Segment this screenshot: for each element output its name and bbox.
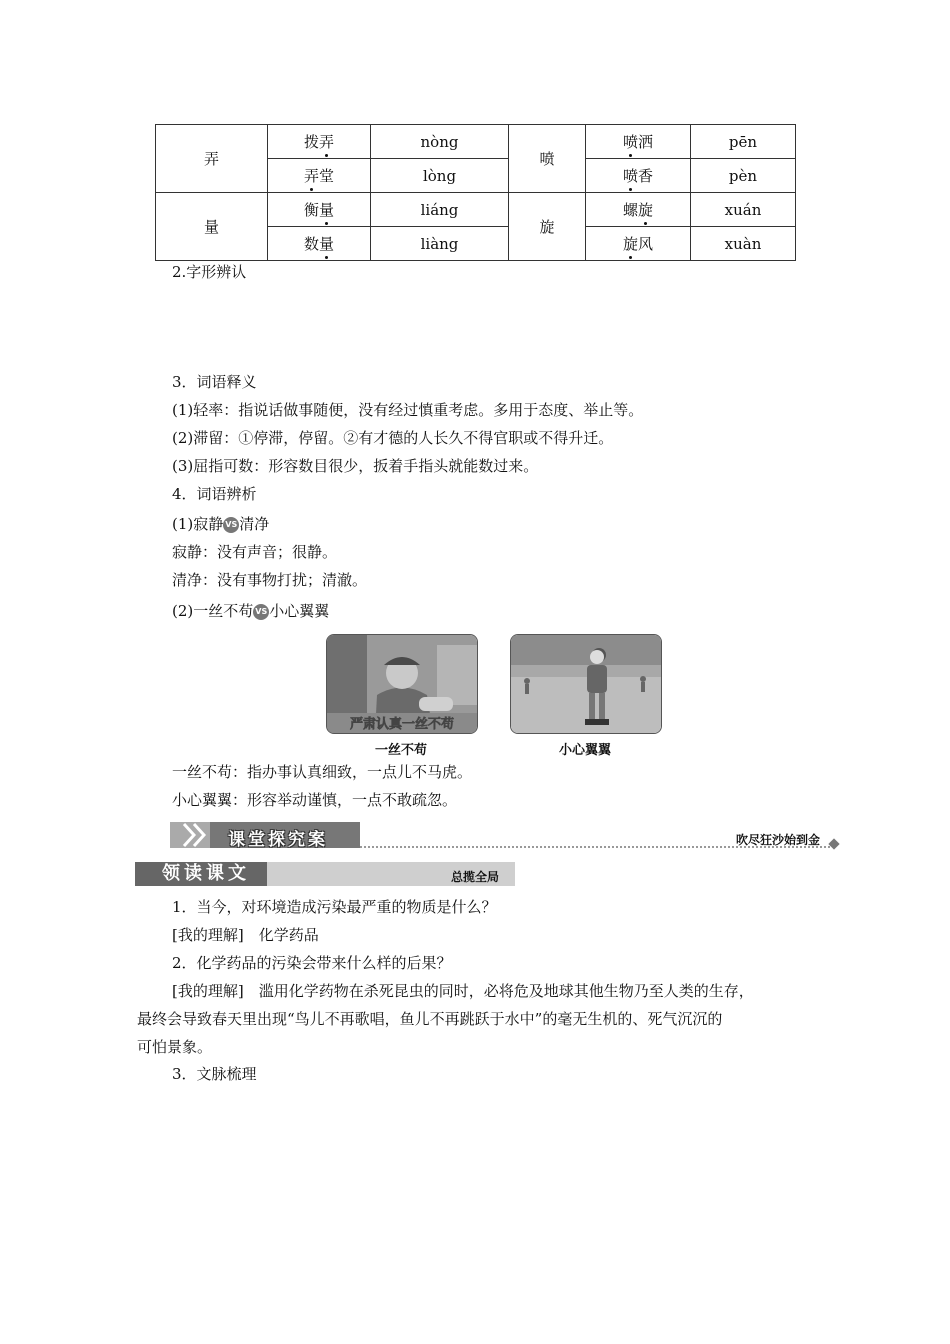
- word-definition: 寂静：没有声音；很静。: [172, 543, 338, 561]
- table-pinyin-cell: pèn: [691, 159, 796, 193]
- table-pinyin-cell: nòng: [371, 125, 509, 159]
- photo-caption: 一丝不苟: [374, 743, 427, 758]
- dotted-character: 旋: [638, 201, 654, 219]
- table-word-cell: [586, 193, 691, 227]
- character: 衡: [303, 201, 319, 219]
- answer: [我的理解] 化学药品: [172, 926, 319, 944]
- dotted-character: 喷: [622, 133, 638, 151]
- table-character-cell: 弄: [156, 125, 268, 193]
- character: 洒: [638, 133, 654, 151]
- character: 香: [638, 167, 654, 185]
- character: 数: [303, 235, 319, 253]
- section-2-title: 2.字形辨认: [172, 263, 247, 281]
- table-word-cell: [586, 227, 691, 261]
- vs-icon: VS: [223, 517, 239, 533]
- answer-line: 可怕景象。: [137, 1038, 213, 1056]
- word-pair-1-right: 清净: [239, 515, 270, 533]
- table-character-cell: 量: [156, 193, 268, 261]
- subsection-banner-title: 领读课文: [162, 863, 250, 884]
- question: 3．文脉梳理: [172, 1065, 257, 1083]
- diamond-icon: [828, 838, 839, 849]
- word-definition: 小心翼翼：形容举动谨慎，一点不敢疏忽。: [172, 791, 458, 809]
- table-pinyin-cell: xuán: [691, 193, 796, 227]
- word-pair-2: [172, 601, 329, 621]
- dotted-character: 弄: [319, 133, 335, 151]
- table-character-cell: 旋: [509, 193, 586, 261]
- photo-skater: [510, 634, 662, 734]
- table-word-cell: [268, 193, 371, 227]
- character: 风: [638, 235, 654, 253]
- table-word-cell: [586, 125, 691, 159]
- dotted-character: 弄: [303, 167, 319, 185]
- table-pinyin-cell: liáng: [371, 193, 509, 227]
- character: 拨: [303, 133, 319, 151]
- table-row: [156, 193, 796, 227]
- dotted-character: 量: [319, 201, 335, 219]
- question: 1．当今，对环境造成污染最严重的物质是什么？: [172, 898, 497, 916]
- definition-item: (3)屈指可数：形容数目很少，扳着手指头就能数过来。: [172, 457, 539, 475]
- section-4-title: 4．词语辨析: [172, 485, 257, 503]
- word-definition: 清净：没有事物打扰；清澈。: [172, 571, 368, 589]
- dotted-character: 喷: [622, 167, 638, 185]
- character: 堂: [319, 167, 335, 185]
- word-definition: 一丝不苟：指办事认真细致，一点儿不马虎。: [172, 763, 473, 781]
- definition-item: (1)轻率：指说话做事随便，没有经过慎重考虑。多用于态度、举止等。: [172, 401, 644, 419]
- table-word-cell: [586, 159, 691, 193]
- vs-icon: VS: [253, 604, 269, 620]
- table-pinyin-cell: pēn: [691, 125, 796, 159]
- photo-overlay-text: 严肃认真一丝不苟: [349, 717, 455, 732]
- dotted-character: 量: [319, 235, 335, 253]
- question: 2．化学药品的污染会带来什么样的后果？: [172, 954, 452, 972]
- dotted-character: 旋: [622, 235, 638, 253]
- word-pair-2-right: 小心翼翼: [269, 602, 330, 620]
- section-3-title: 3．词语释义: [172, 373, 257, 391]
- table-pinyin-cell: lòng: [371, 159, 509, 193]
- subsection-banner-note: 总揽全局: [451, 870, 500, 884]
- table-word-cell: [268, 159, 371, 193]
- word-pair-1: [172, 514, 269, 534]
- answer-line: [我的理解] 滥用化学药物在杀死昆虫的同时，必将危及地球其他生物乃至人类的生存，: [172, 982, 754, 1000]
- word-pair-2-left: (2)一丝不苟: [172, 602, 254, 620]
- character: 螺: [622, 201, 638, 219]
- table-pinyin-cell: liàng: [371, 227, 509, 261]
- table-character-cell: 喷: [509, 125, 586, 193]
- photo-worker: [326, 634, 478, 734]
- pronunciation-table: [155, 124, 796, 261]
- definition-item: (2)滞留：①停滞，停留。②有才德的人长久不得官职或不得升迁。: [172, 429, 614, 447]
- section-banner-title: 课堂探究案: [228, 830, 328, 850]
- word-pair-1-left: (1)寂静: [172, 515, 224, 533]
- banner-slogan: 吹尽狂沙始到金: [736, 833, 821, 847]
- pronunciation-table-body: [156, 125, 796, 261]
- answer-line: 最终会导致春天里出现“鸟儿不再歌唱，鱼儿不再跳跃于水中”的毫无生机的、死气沉沉的: [137, 1010, 723, 1028]
- photo-caption: 小心翼翼: [558, 743, 611, 758]
- table-row: [156, 125, 796, 159]
- table-word-cell: [268, 125, 371, 159]
- table-pinyin-cell: xuàn: [691, 227, 796, 261]
- table-word-cell: [268, 227, 371, 261]
